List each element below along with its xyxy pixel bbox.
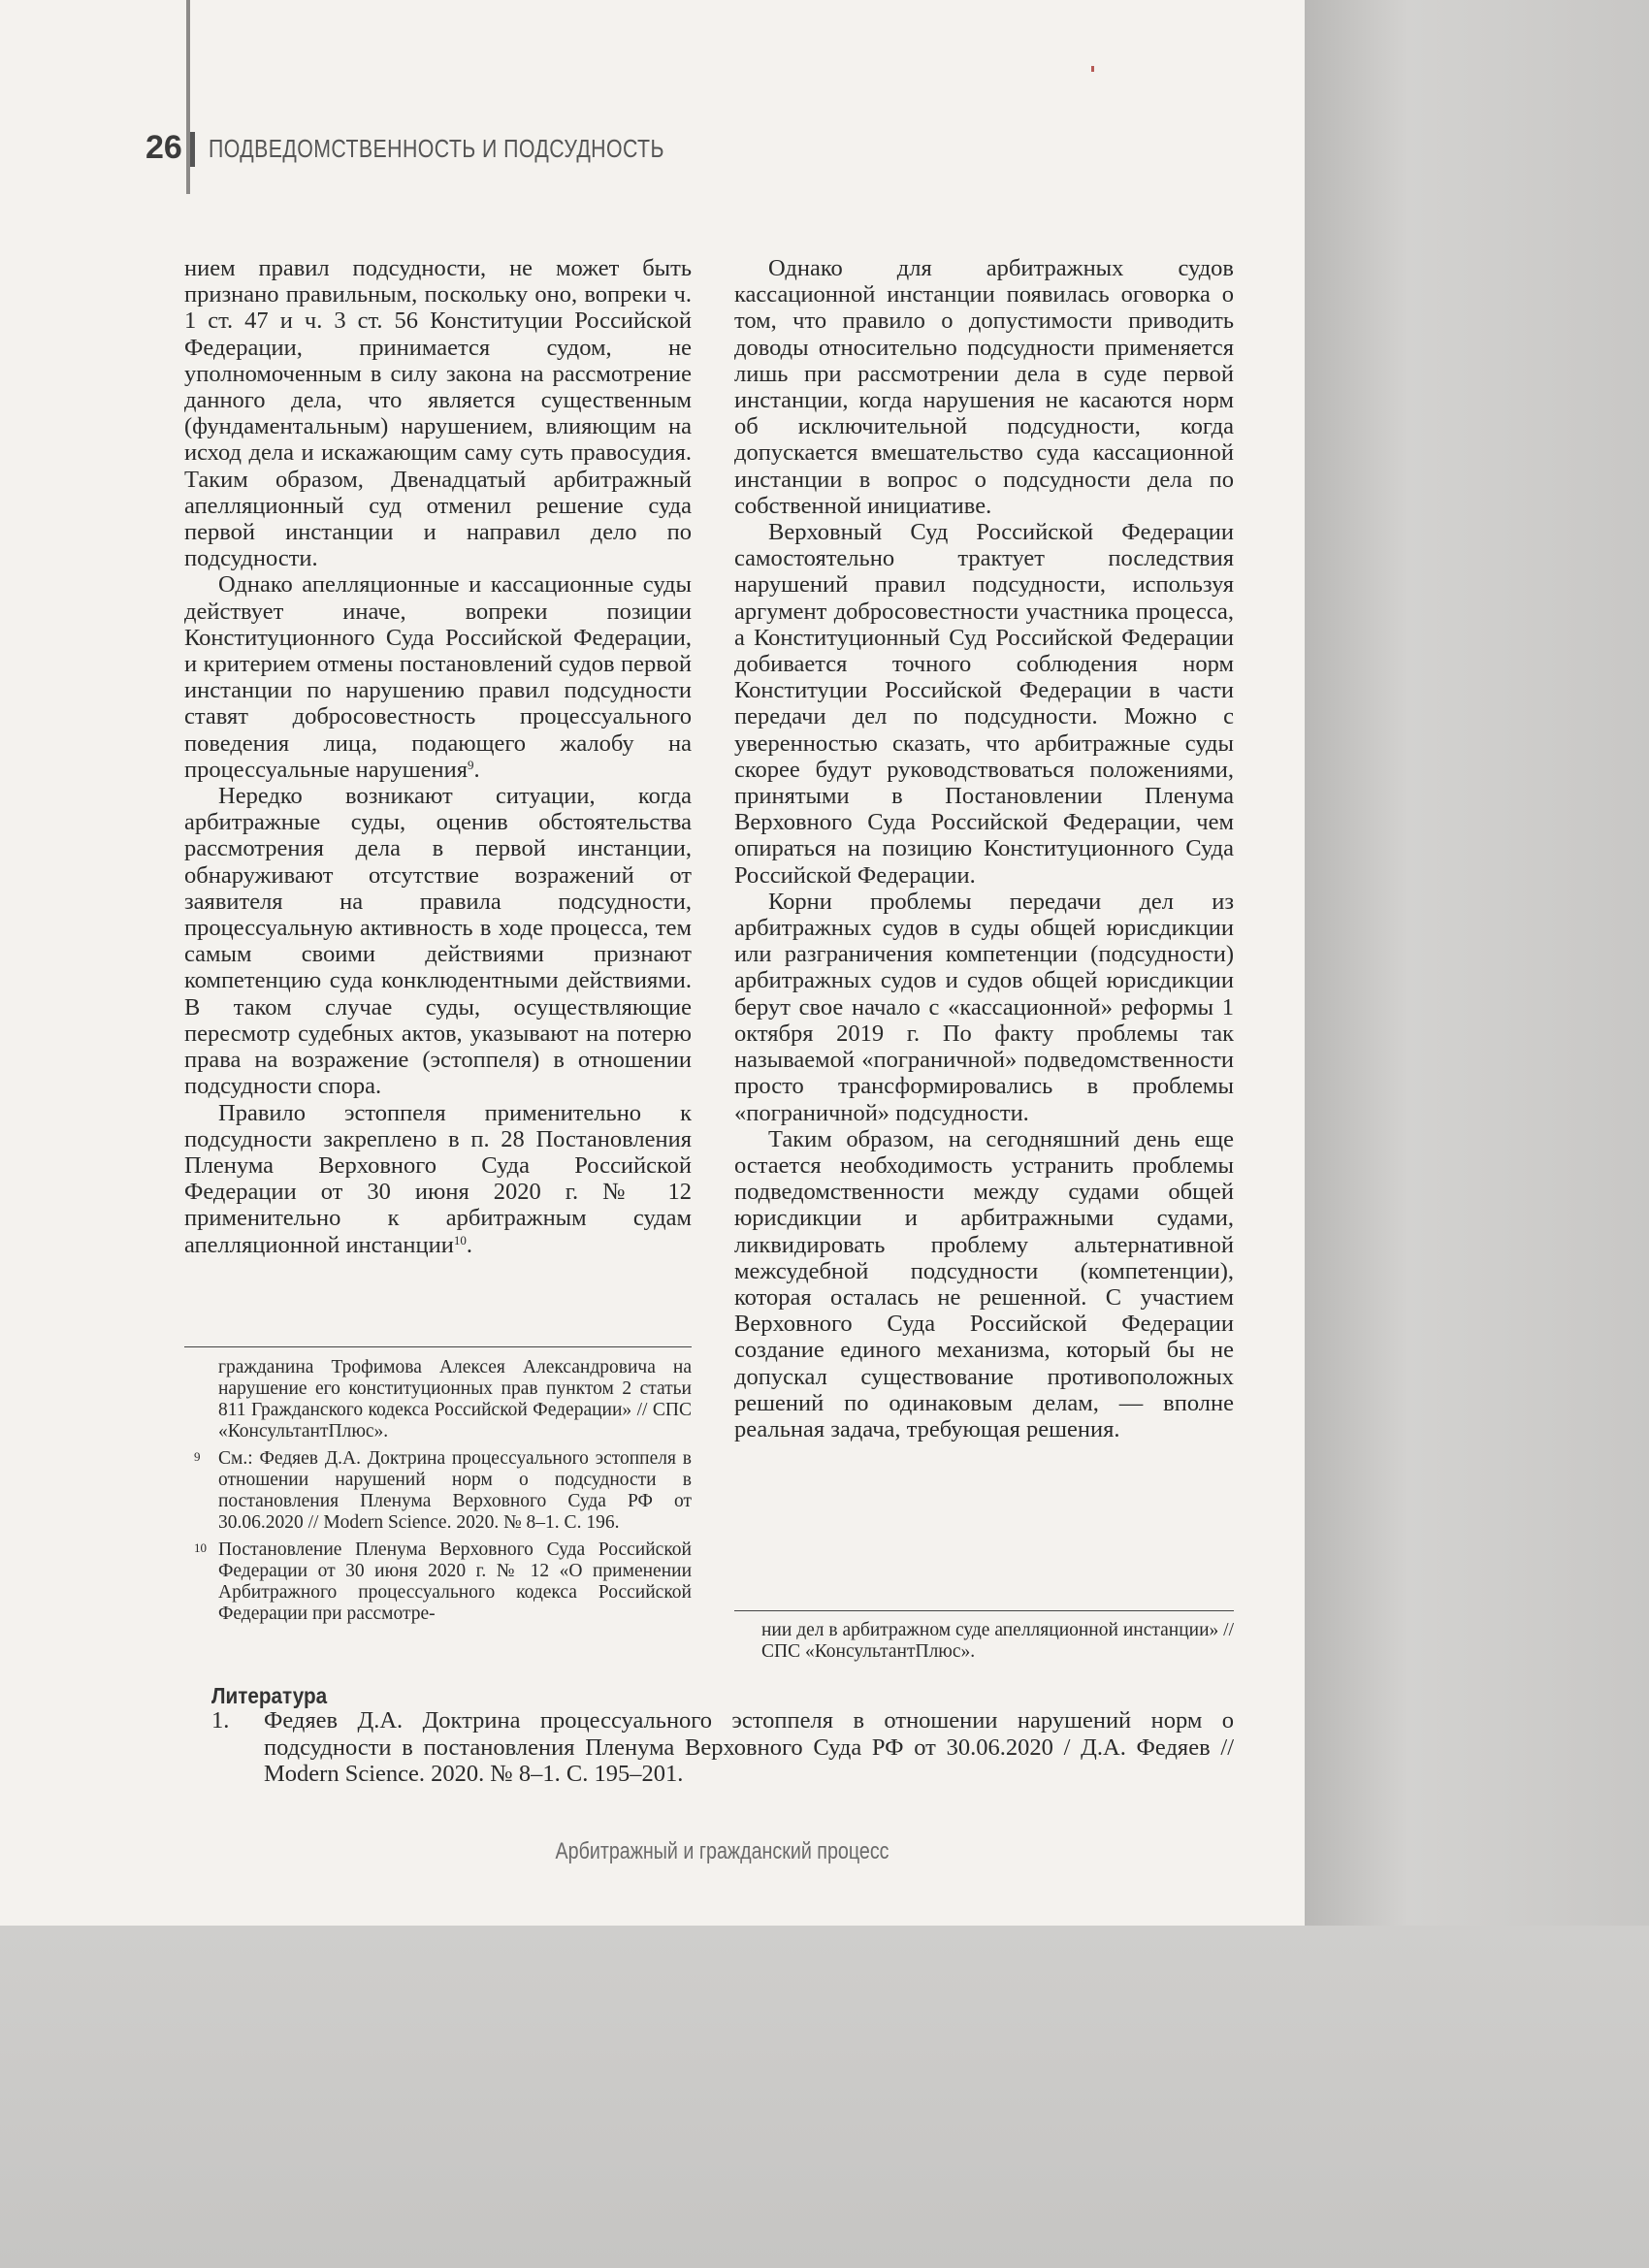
scanner-background (1305, 0, 1649, 1926)
running-header: ПОДВЕДОМСТВЕННОСТЬ И ПОДСУДНОСТЬ (209, 134, 664, 163)
footnotes-right (761, 1620, 1234, 1669)
footnote: 9 См.: Федяев Д.А. Доктрина процессуального эстоппеля в отношении нарушений норм о подсудности в постановления Пленума Верховного Суда РФ от 30.06.2020 // Modern Science. 2020. № 8–1. С. 196. (194, 1448, 692, 1533)
footnote-ref[interactable]: 10 (453, 1232, 467, 1247)
paragraph: Верховный Суд Российской Федерации самостоятельно трактует последствия нарушений правил подсудности, используя аргумент добросовестности участника процесса, а Конституционный Суд Российской Федерации добивается точного соблюдения норм Конституции Российской Федерации в части передачи дел по подсудности. Можно с уверенностью сказать, что арбитражные суды скорее будут руководствоваться положениями, принятыми в Постановлении Пленума Верховного Суда Российской Федерации, чем опираться на позицию Конституционного Суда Российской Федерации. (734, 519, 1234, 889)
footnote: 10 Постановление Пленума Верховного Суда Российской Федерации от 30 июня 2020 г. № 12 «О применении Арбитражного процессуального кодекса Российской Федерации при рассмотре- (194, 1539, 692, 1624)
paragraph: Корни проблемы передачи дел из арбитражных судов в суды общей юрисдикции или разграничения компетенции (подсудности) арбитражных судов и судов общей юрисдикции берут свое начало с «кассационной» реформы 1 октября 2019 г. По факту проблемы так называемой «пограничной» подведомственности просто трансформировались в проблемы «пограничной» подсудности. (734, 888, 1234, 1126)
footnote-number: 10 (194, 1540, 207, 1555)
page-number: 26 (146, 129, 182, 166)
scanner-background (0, 1926, 1649, 2268)
paragraph: Таким образом, на сегодняшний день еще остается необходимость устранить проблемы подведомственности между судами общей юрисдикции и арбитражными судами, ликвидировать проблему альтернативной межсудебной подсудности (компетенции), которая осталась не решенной. С участием Верховного Суда Российской Федерации создание единого механизма, который бы не допускал существование противоположных решений по одинаковым делам, — вполне реальная задача, требующая решения. (734, 1125, 1234, 1442)
header-separator (190, 132, 195, 167)
footnote-divider (184, 1346, 692, 1347)
footnote-number: 9 (194, 1449, 201, 1464)
paragraph: Однако для арбитражных судов кассационной инстанции появилась оговорка о том, что правило о допустимости приводить доводы относительно подсудности применяется лишь при рассмотрении дела в суде первой инстанции, когда нарушения не касаются норм об исключительной подсудности, когда допускается вмешательство суда кассационной инстанции в вопрос о подсудности дела по собственной инициативе. (734, 255, 1234, 519)
paragraph: Правило эстоппеля применительно к подсудности закреплено в п. 28 Постановления Пленума Верховного Суда Российской Федерации от 30 июня 2020 г. № 12 применительно к арбитражным судам апелляционной инстанции$^{10}$. (184, 1099, 692, 1258)
footnote: гражданина Трофимова Алексея Александровича на нарушение его конституционных прав пунктом 2 статьи 811 Гражданского кодекса Российской Федерации» // СПС «КонсультантПлюс». (218, 1357, 692, 1442)
literature-item: 1. Федяев Д.А. Доктрина процессуального эстоппеля в отношении нарушений норм о подсудности в постановления Пленума Верховного Суда РФ от 30.06.2020 / Д.А. Федяев // Modern Science. 2020. № 8–1. С. 195–201. (211, 1707, 1234, 1787)
footnote-divider (734, 1610, 1234, 1611)
paragraph: Нередко возникают ситуации, когда арбитражные суды, оценив обстоятельства рассмотрения дела в первой инстанции, обнаруживают отсутствие возражений от заявителя на правила подсудности, процессуальную активность в ходе процесса, тем самым своими действиями признают компетенцию суда конклюдентными действиями. В таком случае суды, осуществляющие пересмотр судебных актов, указывают на потерю права на возражение (эстоппеля) в отношении подсудности спора. (184, 783, 692, 1100)
paragraph: нием правил подсудности, не может быть признано правильным, поскольку оно, вопреки ч. 1 ст. 47 и ч. 3 ст. 56 Конституции Российской Федерации, принимается судом, не уполномоченным в силу закона на рассмотрение данного дела, что является существенным (фундаментальным) нарушением, влияющим на исход дела и искажающим саму суть правосудия. Таким образом, Двенадцатый арбитражный апелляционный суд отменил решение суда первой инстанции и направил дело по подсудности. (184, 255, 692, 572)
ink-speck (1091, 66, 1094, 72)
left-column (184, 255, 692, 1258)
right-column (734, 255, 1234, 1442)
paragraph: Однако апелляционные и кассационные суды действует иначе, вопреки позиции Конституционного Суда Российской Федерации, и критерием отмены постановлений судов первой инстанции по нарушению правил подсудности ставят добросовестность процессуального поведения лица, подающего жалобу на процессуальные нарушения$^9$. (184, 571, 692, 783)
literature-heading: Литература (211, 1683, 328, 1708)
footnote-ref[interactable]: 9 (468, 757, 474, 772)
footnotes-left (194, 1357, 692, 1631)
running-footer: Арбитражный и гражданский процесс (555, 1838, 889, 1864)
footnote: нии дел в арбитражном суде апелляционной инстанции» // СПС «КонсультантПлюс». (761, 1620, 1234, 1662)
